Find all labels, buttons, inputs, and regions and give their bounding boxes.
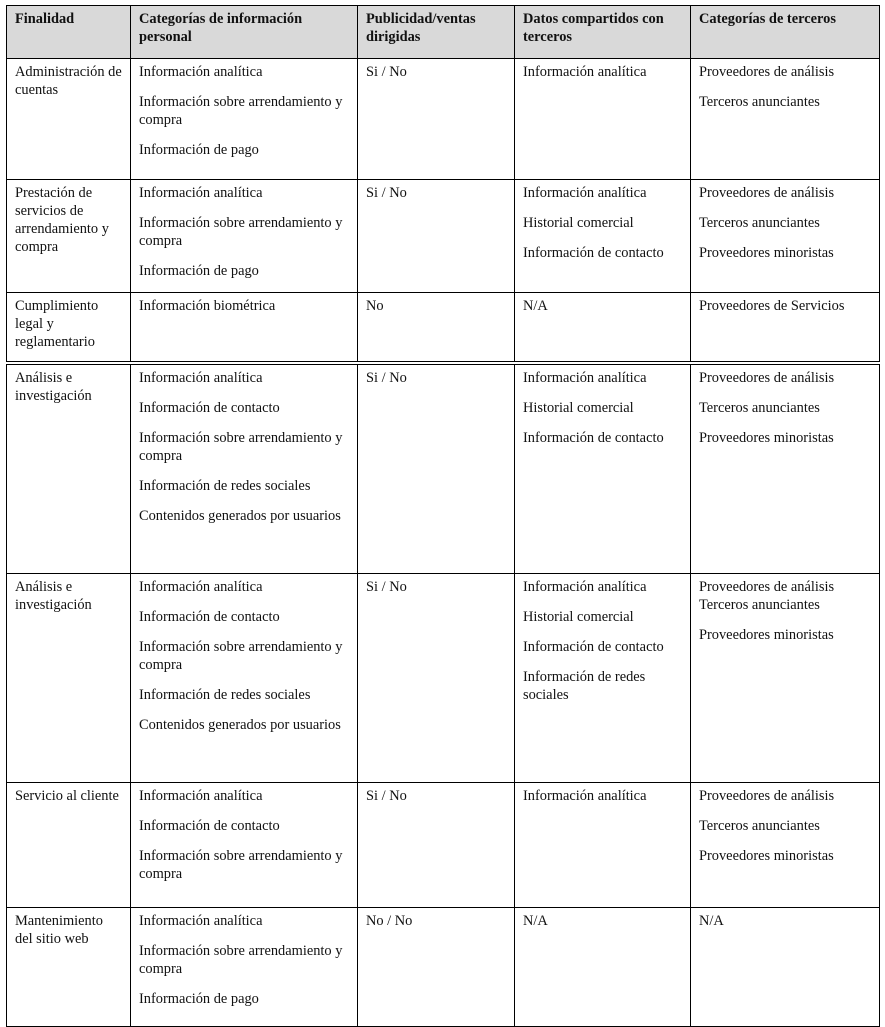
table-row bbox=[7, 180, 880, 293]
third-party-item: Proveedores de Servicios bbox=[699, 298, 845, 314]
category-item: Información analítica bbox=[139, 788, 263, 804]
shared-item: Información de contacto bbox=[523, 430, 664, 446]
third-party-item: Terceros anunciantes bbox=[699, 215, 820, 231]
categories-cell bbox=[131, 180, 358, 293]
category-item: Información sobre arrendamiento y compra bbox=[139, 215, 343, 249]
category-item: Información de redes sociales bbox=[139, 687, 311, 703]
category-item: Información analítica bbox=[139, 579, 263, 595]
targeted-cell: No bbox=[358, 293, 515, 362]
purpose-cell: Prestación de servicios de arrendamiento y compra bbox=[7, 180, 131, 293]
shared-cell bbox=[515, 365, 691, 574]
third-party-item: Proveedores minoristas bbox=[699, 627, 834, 643]
purpose-cell: Administración de cuentas bbox=[7, 59, 131, 180]
third-party-item: Proveedores minoristas bbox=[699, 848, 834, 864]
category-item: Información de redes sociales bbox=[139, 478, 311, 494]
category-item: Información sobre arrendamiento y compra bbox=[139, 639, 343, 673]
header-categorias-terceros: Categorías de terceros bbox=[691, 6, 880, 59]
third-party-item: Terceros anunciantes bbox=[699, 597, 820, 613]
third-parties-cell bbox=[691, 180, 880, 293]
third-party-item: Proveedores de análisis bbox=[699, 788, 835, 804]
category-item: Información de pago bbox=[139, 263, 259, 279]
targeted-cell: Si / No bbox=[358, 365, 515, 574]
categories-cell bbox=[131, 365, 358, 574]
shared-item: N/A bbox=[523, 913, 548, 929]
table-row bbox=[7, 574, 880, 783]
category-item: Información analítica bbox=[139, 185, 263, 201]
shared-cell bbox=[515, 574, 691, 783]
category-item: Contenidos generados por usuarios bbox=[139, 717, 341, 733]
category-item: Información analítica bbox=[139, 370, 263, 386]
category-item: Información sobre arrendamiento y compra bbox=[139, 943, 343, 977]
category-item: Información de contacto bbox=[139, 609, 280, 625]
category-item: Información sobre arrendamiento y compra bbox=[139, 430, 343, 464]
category-item: Información analítica bbox=[139, 64, 263, 80]
third-party-item: Proveedores de análisis bbox=[699, 64, 835, 80]
shared-item: Información de contacto bbox=[523, 639, 664, 655]
shared-item: Información de redes sociales bbox=[523, 669, 646, 703]
categories-cell bbox=[131, 783, 358, 908]
third-party-item: N/A bbox=[699, 913, 724, 929]
purpose-cell: Análisis e investigación bbox=[7, 365, 131, 574]
targeted-cell: Si / No bbox=[358, 180, 515, 293]
third-party-item: Terceros anunciantes bbox=[699, 818, 820, 834]
targeted-cell: Si / No bbox=[358, 783, 515, 908]
privacy-table-page bbox=[6, 5, 879, 1027]
category-item: Información sobre arrendamiento y compra bbox=[139, 848, 343, 882]
third-parties-cell bbox=[691, 783, 880, 908]
table-row bbox=[7, 783, 880, 908]
shared-item: N/A bbox=[523, 298, 548, 314]
shared-item: Información analítica bbox=[523, 579, 647, 595]
shared-item: Información analítica bbox=[523, 370, 647, 386]
table-row bbox=[7, 293, 880, 362]
third-parties-cell bbox=[691, 365, 880, 574]
header-categorias-info: Categorías de información personal bbox=[131, 6, 358, 59]
table-row bbox=[7, 365, 880, 574]
header-datos-compartidos: Datos compartidos con terceros bbox=[515, 6, 691, 59]
shared-item: Información de contacto bbox=[523, 245, 664, 261]
third-party-item: Proveedores minoristas bbox=[699, 430, 834, 446]
shared-cell bbox=[515, 180, 691, 293]
purpose-cell: Mantenimiento del sitio web bbox=[7, 908, 131, 1027]
category-item: Información analítica bbox=[139, 913, 263, 929]
shared-item: Historial comercial bbox=[523, 609, 634, 625]
table-row bbox=[7, 908, 880, 1027]
header-finalidad: Finalidad bbox=[7, 6, 131, 59]
purpose-cell: Análisis e investigación bbox=[7, 574, 131, 783]
third-parties-cell bbox=[691, 908, 880, 1027]
third-party-item: Proveedores minoristas bbox=[699, 245, 834, 261]
categories-cell bbox=[131, 908, 358, 1027]
category-item: Información biométrica bbox=[139, 298, 276, 314]
purpose-cell: Cumplimiento legal y reglamentario bbox=[7, 293, 131, 362]
shared-item: Historial comercial bbox=[523, 215, 634, 231]
table-header-row bbox=[7, 6, 880, 59]
data-usage-table bbox=[6, 5, 880, 1027]
third-party-item: Proveedores de análisis bbox=[699, 370, 835, 386]
third-party-item: Proveedores de análisis bbox=[699, 579, 835, 595]
shared-item: Información analítica bbox=[523, 788, 647, 804]
third-party-item: Proveedores de análisis bbox=[699, 185, 835, 201]
third-parties-cell bbox=[691, 59, 880, 180]
shared-cell bbox=[515, 908, 691, 1027]
shared-item: Información analítica bbox=[523, 64, 647, 80]
categories-cell bbox=[131, 59, 358, 180]
shared-cell bbox=[515, 293, 691, 362]
category-item: Información de pago bbox=[139, 142, 259, 158]
third-parties-cell bbox=[691, 293, 880, 362]
purpose-cell: Servicio al cliente bbox=[7, 783, 131, 908]
shared-cell bbox=[515, 59, 691, 180]
category-item: Información de contacto bbox=[139, 400, 280, 416]
targeted-cell: Si / No bbox=[358, 574, 515, 783]
header-publicidad: Publicidad/ventas dirigidas bbox=[358, 6, 515, 59]
category-item: Información de pago bbox=[139, 991, 259, 1007]
targeted-cell: Si / No bbox=[358, 59, 515, 180]
shared-item: Historial comercial bbox=[523, 400, 634, 416]
category-item: Información de contacto bbox=[139, 818, 280, 834]
third-parties-cell bbox=[691, 574, 880, 783]
third-party-item: Terceros anunciantes bbox=[699, 94, 820, 110]
category-item: Contenidos generados por usuarios bbox=[139, 508, 341, 524]
categories-cell bbox=[131, 293, 358, 362]
table-row bbox=[7, 59, 880, 180]
shared-cell bbox=[515, 783, 691, 908]
category-item: Información sobre arrendamiento y compra bbox=[139, 94, 343, 128]
third-party-item: Terceros anunciantes bbox=[699, 400, 820, 416]
categories-cell bbox=[131, 574, 358, 783]
shared-item: Información analítica bbox=[523, 185, 647, 201]
targeted-cell: No / No bbox=[358, 908, 515, 1027]
